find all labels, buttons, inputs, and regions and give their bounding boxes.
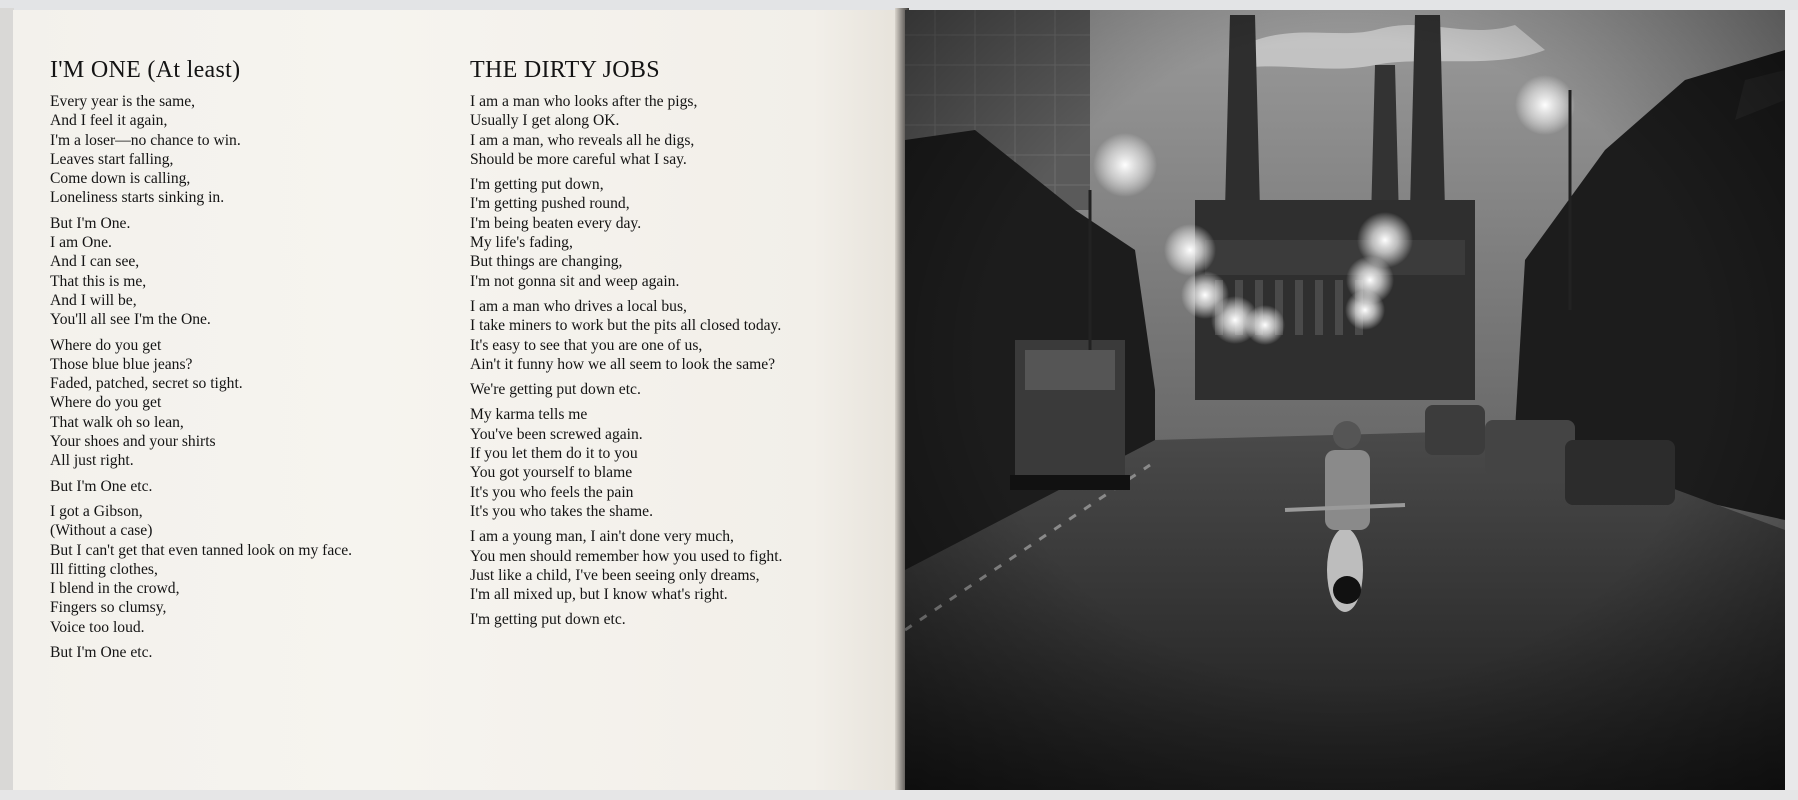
lyric-line: Just like a child, I've been seeing only dreams, bbox=[470, 566, 760, 584]
lyric-line: Fingers so clumsy, bbox=[50, 599, 167, 617]
lyric-line: My life's fading, bbox=[470, 234, 573, 252]
stanza bbox=[470, 297, 890, 374]
lyric-line: Voice too loud. bbox=[50, 618, 145, 636]
stanza bbox=[470, 175, 890, 291]
lyric-line: Where do you get bbox=[50, 394, 162, 412]
stanza-list bbox=[50, 92, 450, 662]
lyric-line: But I'm One etc. bbox=[50, 477, 153, 495]
lyric-line: I am One. bbox=[50, 234, 112, 252]
lyric-line: It's you who takes the shame. bbox=[470, 502, 653, 520]
lyric-line: But I'm One. bbox=[50, 214, 131, 232]
song-column-im-one bbox=[50, 56, 450, 668]
lyric-line: Those blue blue jeans? bbox=[50, 355, 193, 373]
lyrics-page bbox=[13, 10, 903, 790]
lyric-line: I'm getting put down, bbox=[470, 176, 604, 194]
lyric-line: It's you who feels the pain bbox=[470, 483, 634, 501]
stanza bbox=[470, 92, 890, 169]
lyric-line: You men should remember how you used to fight. bbox=[470, 547, 783, 565]
lyric-line: Usually I get along OK. bbox=[470, 112, 620, 130]
song-column-dirty-jobs bbox=[470, 56, 890, 636]
lyric-line: All just right. bbox=[50, 452, 134, 470]
song-title-main: THE DIRTY JOBS bbox=[470, 57, 660, 83]
lyric-line: Your shoes and your shirts bbox=[50, 433, 216, 451]
lyric-line: I am a man who looks after the pigs, bbox=[470, 93, 698, 110]
lyric-line: I take miners to work but the pits all closed today. bbox=[470, 317, 782, 335]
lyric-line: And I feel it again, bbox=[50, 112, 168, 130]
lyric-line: It's easy to see that you are one of us, bbox=[470, 336, 703, 354]
lyric-line: I got a Gibson, bbox=[50, 502, 143, 520]
stanza bbox=[50, 643, 450, 662]
stanza bbox=[50, 214, 450, 330]
stanza bbox=[470, 405, 890, 521]
lyric-line: But things are changing, bbox=[470, 253, 623, 271]
stanza bbox=[50, 477, 450, 496]
lyric-line: You've been screwed again. bbox=[470, 425, 643, 443]
song-title-sub: (At least) bbox=[147, 57, 241, 83]
lyric-line: We're getting put down etc. bbox=[470, 381, 641, 399]
lyric-line: You'll all see I'm the One. bbox=[50, 311, 211, 329]
stanza-list bbox=[470, 92, 890, 630]
lyric-line: I'm not gonna sit and weep again. bbox=[470, 272, 680, 290]
lyric-line: Loneliness starts sinking in. bbox=[50, 189, 225, 207]
stanza bbox=[50, 336, 450, 471]
lyric-line: Faded, patched, secret so tight. bbox=[50, 375, 243, 393]
lyric-line: Should be more careful what I say. bbox=[470, 150, 687, 168]
street-photo bbox=[905, 10, 1785, 790]
photo-page bbox=[905, 10, 1785, 790]
lyric-line: But I can't get that even tanned look on my face. bbox=[50, 541, 353, 559]
lyric-line: I am a man who drives a local bus, bbox=[470, 297, 687, 315]
lyric-line: Where do you get bbox=[50, 336, 162, 354]
lyric-line: (Without a case) bbox=[50, 522, 153, 540]
stanza bbox=[50, 92, 450, 208]
lyric-line: That this is me, bbox=[50, 272, 147, 290]
song-title-main: I'M ONE bbox=[50, 57, 142, 83]
stanza bbox=[50, 502, 450, 637]
lyric-line: I am a man, who reveals all he digs, bbox=[470, 131, 695, 149]
lyric-line: But I'm One etc. bbox=[50, 644, 153, 662]
lyric-line: I'm getting pushed round, bbox=[470, 195, 630, 213]
lyric-line: I blend in the crowd, bbox=[50, 580, 180, 598]
page-edge-left bbox=[0, 8, 14, 792]
lyric-line: I'm getting put down etc. bbox=[470, 611, 626, 629]
lyric-line: Come down is calling, bbox=[50, 170, 191, 188]
stanza bbox=[470, 610, 890, 629]
song-title bbox=[50, 56, 450, 84]
song-title bbox=[470, 56, 890, 84]
lyric-line: I'm all mixed up, but I know what's right. bbox=[470, 586, 728, 604]
lyric-line: My karma tells me bbox=[470, 406, 588, 424]
lyric-line: Every year is the same, bbox=[50, 93, 196, 110]
lyric-line: I'm a loser—no chance to win. bbox=[50, 131, 241, 149]
lyric-line: Leaves start falling, bbox=[50, 150, 174, 168]
lyric-line: That walk oh so lean, bbox=[50, 413, 184, 431]
lyric-line: And I will be, bbox=[50, 291, 137, 309]
stanza bbox=[470, 380, 890, 399]
lyric-line: You got yourself to blame bbox=[470, 464, 633, 482]
lyric-line: Ill fitting clothes, bbox=[50, 560, 158, 578]
lyric-line: And I can see, bbox=[50, 253, 140, 271]
lyric-line: I am a young man, I ain't done very much, bbox=[470, 528, 734, 546]
scan-border-bottom bbox=[0, 790, 1798, 800]
lyric-line: Ain't it funny how we all seem to look the same? bbox=[470, 355, 776, 373]
lyric-line: If you let them do it to you bbox=[470, 445, 638, 463]
stanza bbox=[470, 527, 890, 604]
lyric-line: I'm being beaten every day. bbox=[470, 214, 642, 232]
